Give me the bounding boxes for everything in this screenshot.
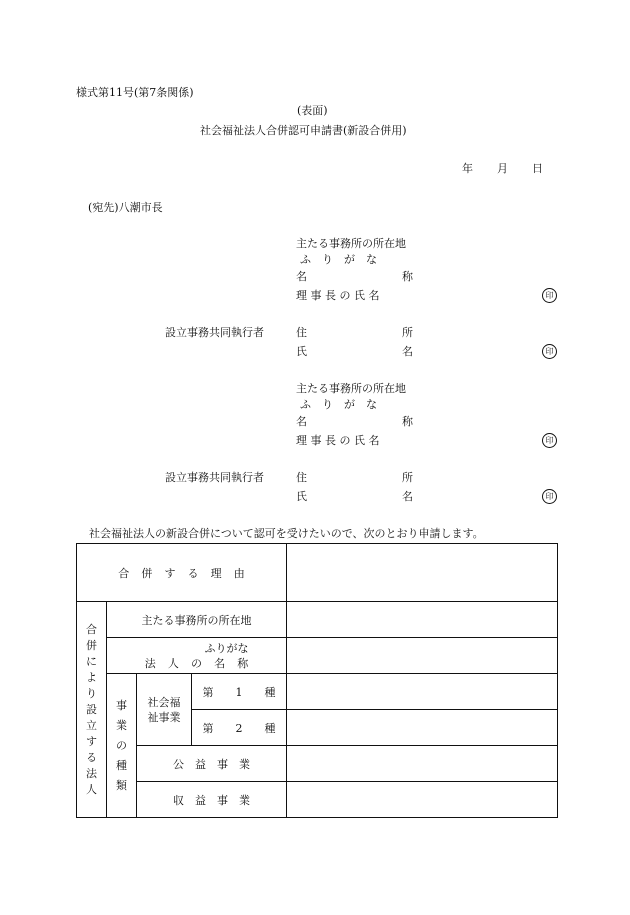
applicant1-seal-icon: 印: [542, 288, 557, 303]
office-address-input[interactable]: [287, 602, 558, 638]
class1-label-cell: [192, 674, 287, 710]
reason-label: 合併する理由: [118, 566, 257, 580]
profit-business-label-cell: [137, 782, 287, 818]
class1-input[interactable]: [287, 674, 558, 710]
vertical-char: 業: [116, 719, 127, 732]
vertical-char: 合: [86, 623, 97, 636]
applicant1-office-address-label: 主たる事務所の所在地: [296, 237, 406, 250]
form-number: 様式第11号(第7条関係): [76, 86, 194, 99]
applicant4-name-label-left: 氏: [296, 490, 307, 503]
furigana-label: ふりがな: [204, 641, 249, 655]
new-corporation-label-cell: [77, 602, 107, 818]
applicant3-name-label-right: 称: [402, 415, 413, 428]
profit-business-input[interactable]: [287, 782, 558, 818]
class2-input[interactable]: [287, 710, 558, 746]
welfare-class1-row: [77, 674, 558, 710]
applicant3-office-address-label: 主たる事務所の所在地: [296, 382, 406, 395]
profit-business-row: [77, 782, 558, 818]
vertical-char: 法: [86, 767, 97, 780]
applicant3-furigana-label: ふ り が な: [300, 398, 377, 411]
new-corporation-label: [86, 624, 97, 795]
applicant4-name-label-right: 名: [402, 490, 413, 503]
vertical-char: よ: [86, 671, 97, 684]
office-label: 主たる事務所の所在地: [141, 613, 252, 627]
reason-row: [77, 544, 558, 602]
vertical-char: 人: [86, 783, 97, 796]
business-types-label: [116, 700, 127, 791]
applicant2-address-label-left: 住: [296, 326, 307, 339]
application-table: [76, 543, 558, 818]
public-business-input[interactable]: [287, 746, 558, 782]
applicant3-seal-icon: 印: [542, 433, 557, 448]
applicant4-address-label-right: 所: [402, 471, 413, 484]
vertical-char: 併: [86, 639, 97, 652]
date-month-label: 月: [497, 162, 508, 175]
public-business-row: [77, 746, 558, 782]
class2-label-cell: [192, 710, 287, 746]
applicant4-role: 設立事務共同執行者: [165, 471, 264, 484]
corporation-name-input[interactable]: [287, 638, 558, 674]
welfare-business-label-line2: 祉事業: [147, 710, 181, 724]
corporation-name-label: 法人の名称: [144, 656, 261, 670]
welfare-business-label-cell: [137, 674, 192, 746]
class2-label: 第 2 種: [202, 721, 276, 735]
corporation-name-row: [77, 638, 558, 674]
reason-input[interactable]: [287, 544, 558, 602]
vertical-char: の: [116, 739, 127, 752]
applicant4-address-label-left: 住: [296, 471, 307, 484]
form-side-label: (表面): [297, 104, 328, 117]
applicant1-name-label-right: 称: [402, 270, 413, 283]
vertical-char: に: [86, 655, 97, 668]
applicant2-name-label-right: 名: [402, 345, 413, 358]
office-row: [77, 602, 558, 638]
class1-label: 第 1 種: [202, 685, 276, 699]
form-title: 社会福祉法人合併認可申請書(新設合併用): [200, 124, 407, 137]
date-year-label: 年: [462, 162, 473, 175]
vertical-char: る: [86, 751, 97, 764]
vertical-char: 類: [116, 779, 127, 792]
public-business-label-cell: [137, 746, 287, 782]
application-statement: 社会福祉法人の新設合併について認可を受けたいので、次のとおり申請します。: [89, 527, 484, 540]
applicant2-address-label-right: 所: [402, 326, 413, 339]
business-types-label-cell: [107, 674, 137, 818]
applicant3-name-label-left: 名: [296, 415, 307, 428]
welfare-business-label-line1: 社会福: [147, 695, 181, 709]
applicant4-seal-icon: 印: [542, 489, 557, 504]
corporation-name-label-cell: [107, 638, 287, 674]
applicant1-name-label-left: 名: [296, 270, 307, 283]
applicant2-seal-icon: 印: [542, 344, 557, 359]
vertical-char: 事: [116, 699, 127, 712]
applicant1-chairman-name-label: 理 事 長 の 氏 名: [296, 289, 380, 302]
reason-label-cell: [77, 544, 287, 602]
applicant2-name-label-left: 氏: [296, 345, 307, 358]
date-day-label: 日: [532, 162, 543, 175]
addressee: (宛先)八潮市長: [88, 201, 163, 214]
public-business-label: 公 益 事 業: [173, 757, 250, 771]
applicant2-role: 設立事務共同執行者: [165, 326, 264, 339]
vertical-char: 立: [86, 719, 97, 732]
vertical-char: り: [86, 687, 97, 700]
vertical-char: 種: [116, 759, 127, 772]
vertical-char: 設: [86, 703, 97, 716]
office-label-cell: [107, 602, 287, 638]
applicant1-furigana-label: ふ り が な: [300, 253, 377, 266]
applicant3-chairman-name-label: 理 事 長 の 氏 名: [296, 434, 380, 447]
profit-business-label: 収 益 事 業: [173, 793, 250, 807]
vertical-char: す: [86, 735, 97, 748]
